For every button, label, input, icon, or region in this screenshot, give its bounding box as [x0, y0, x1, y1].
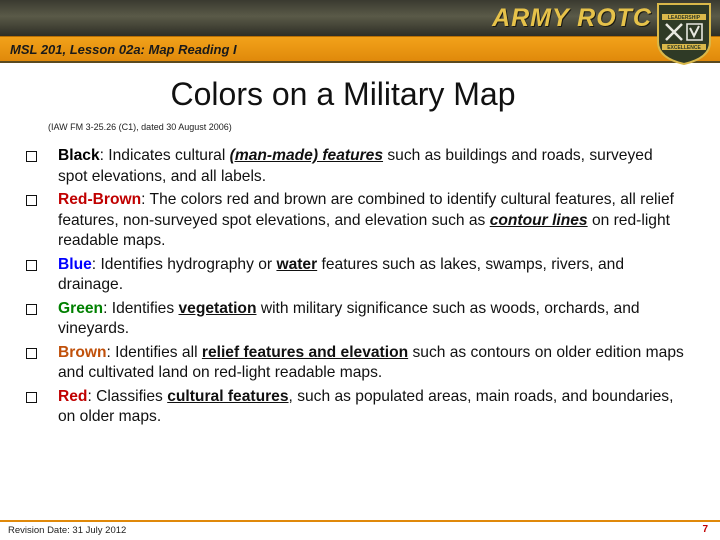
emphasis-text: relief features and elevation [201, 343, 409, 361]
bullet-text: : Indicates cultural [99, 147, 230, 164]
course-label: MSL 201, Lesson 02a: Map Reading I [10, 42, 237, 57]
brand-logo-text: ARMY ROTC [492, 4, 652, 32]
slide-title: Colors on a Military Map [170, 76, 516, 112]
emphasis-text: (man-made) features [229, 147, 384, 164]
emphasis-text: vegetation [178, 299, 257, 317]
emphasis-text: cultural features [167, 387, 289, 405]
keyword: Black [58, 147, 100, 164]
keyword: Brown [58, 343, 107, 361]
bullet-green [26, 299, 686, 340]
emblem-top-text: LEADERSHIP [667, 15, 701, 21]
top-banner [0, 0, 720, 36]
bullet-red [26, 387, 686, 428]
bullet-blue [26, 255, 686, 296]
emphasis-text: contour lines [489, 211, 588, 229]
bullet-brown [26, 343, 686, 384]
bullet-text: : Identifies all [106, 343, 202, 361]
footer-rule [0, 520, 720, 522]
bullet-text: such as buildings and roads, surveyed spot elevations, and all labels. [58, 147, 653, 185]
bullet-text: : The colors red and brown are combined to identify cultural features, all relief features, non-surveyed spot elevations, and elevation such as [58, 191, 674, 229]
bullet-text: features such as lakes, swamps, rivers, and drainage. [58, 255, 624, 293]
checkbox-bullet-icon [26, 392, 37, 403]
revision-date: Revision Date: 31 July 2012 [8, 525, 127, 536]
keyword: Blue [58, 255, 92, 273]
bullet-black [26, 146, 686, 187]
checkbox-bullet-icon [26, 195, 37, 206]
bullet-list [26, 146, 686, 431]
rotc-emblem-icon [654, 2, 714, 66]
bullet-text: : Identifies [103, 299, 179, 317]
checkbox-bullet-icon [26, 260, 37, 271]
keyword: Green [58, 299, 104, 317]
bullet-text: such as contours on older edition maps and cultivated land on red-light readable maps. [58, 343, 684, 381]
bullet-text: : Identifies hydrography or [91, 255, 277, 273]
keyword: Red-Brown [58, 191, 142, 208]
checkbox-bullet-icon [26, 304, 37, 315]
bullet-text: : Classifies [87, 387, 168, 405]
bullet-text: , such as populated areas, main roads, and boundaries, on older maps. [58, 387, 674, 425]
emphasis-text: water [276, 255, 318, 273]
keyword: Red [58, 387, 88, 405]
checkbox-bullet-icon [26, 348, 37, 359]
page-number: 7 [702, 524, 708, 535]
checkbox-bullet-icon [26, 151, 37, 162]
bullet-text: with military significance such as woods, orchards, and vineyards. [58, 299, 640, 337]
bullet-text: on red-light readable maps. [58, 211, 670, 249]
slide-subtitle: (IAW FM 3-25.26 (C1), dated 30 August 2006) [48, 122, 232, 132]
emblem-bottom-text: EXCELLENCE [667, 45, 701, 51]
header-strip [0, 36, 720, 63]
bullet-red-brown [26, 190, 686, 252]
